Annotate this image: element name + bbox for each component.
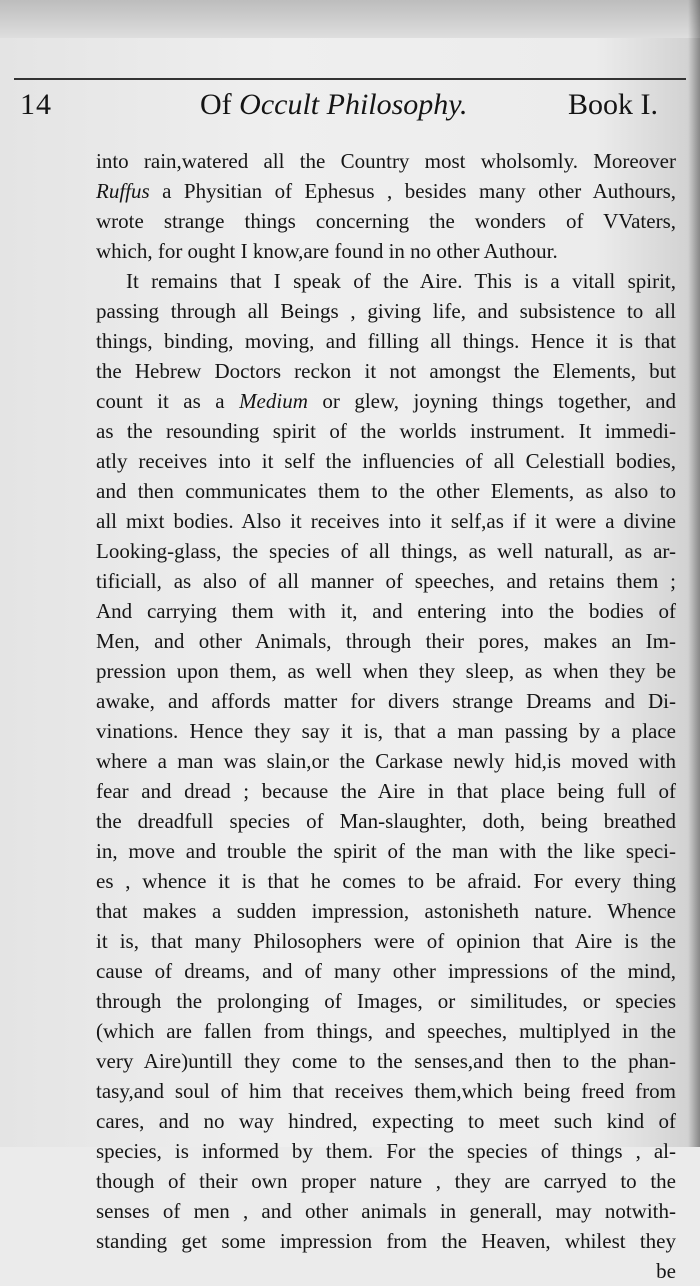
body-text xyxy=(96,146,676,1286)
text-line: which, for ought I know,are found in no other Authour. xyxy=(96,239,558,263)
text-line: senses of men , and other animals in generall, may notwith- xyxy=(96,1199,676,1223)
page-top-edge xyxy=(0,0,700,38)
text-line: it is, that many Philosophers were of opinion that Aire is the xyxy=(96,929,676,953)
text-line: pression upon them, as well when they sleep, as when they be xyxy=(96,659,676,683)
text-fragment: count it as a xyxy=(96,389,240,413)
page-number: 14 xyxy=(20,88,52,121)
text-line: in, move and trouble the spirit of the man with the like speci- xyxy=(96,839,676,863)
text-line: cause of dreams, and of many other impressions of the mind, xyxy=(96,959,676,983)
text-line: that makes a sudden impression, astonisheth nature. Whence xyxy=(96,899,676,923)
text-line: all mixt bodies. Also it receives into it self,as if it were a divine xyxy=(96,509,676,533)
text-line: fear and dread ; because the Aire in that place being full of xyxy=(96,779,676,803)
text-line xyxy=(96,176,676,206)
italic-name: Ruffus xyxy=(96,179,150,203)
text-line: standing get some impression from the Heaven, whilest they xyxy=(96,1229,676,1253)
text-line: as the resounding spirit of the worlds instrument. It immedi- xyxy=(96,419,676,443)
running-header xyxy=(0,84,700,130)
text-line: into rain,watered all the Country most wholsomly. Moreover xyxy=(96,149,676,173)
text-line: And carrying them with it, and entering into the bodies of xyxy=(96,599,676,623)
text-line: though of their own proper nature , they are carryed to the xyxy=(96,1169,676,1193)
text-line: Men, and other Animals, through their pores, makes an Im- xyxy=(96,629,676,653)
text-line: species, is informed by them. For the species of things , al- xyxy=(96,1139,676,1163)
text-line: the dreadfull species of Man-slaughter, doth, being breathed xyxy=(96,809,676,833)
text-line: the Hebrew Doctors reckon it not amongst the Elements, but xyxy=(96,359,676,383)
running-title xyxy=(200,88,467,122)
header-rule xyxy=(14,78,686,80)
running-title-italic: Occult Philosophy. xyxy=(239,88,468,121)
book-label: Book I. xyxy=(568,88,658,121)
text-line: (which are fallen from things, and speeches, multiplyed in the xyxy=(96,1019,676,1043)
text-line: cares, and no way hindred, expecting to meet such kind of xyxy=(96,1109,676,1133)
page-right-shadow xyxy=(688,0,700,1147)
text-line: and then communicates them to the other Elements, as also to xyxy=(96,479,676,503)
text-line: tasy,and soul of him that receives them,which being freed from xyxy=(96,1079,676,1103)
text-line: things, binding, moving, and filling all things. Hence it is that xyxy=(96,329,676,353)
catchword: be xyxy=(656,1259,676,1283)
text-fragment: a Physitian of Ephesus , besides many other Authours, xyxy=(149,179,676,203)
text-line: through the prolonging of Images, or similitudes, or species xyxy=(96,989,676,1013)
text-line: tificiall, as also of all manner of speeches, and retains them ; xyxy=(96,569,676,593)
text-line: vinations. Hence they say it is, that a man passing by a place xyxy=(96,719,676,743)
text-line: very Aire)untill they come to the senses,and then to the phan- xyxy=(96,1049,676,1073)
text-line: awake, and affords matter for divers strange Dreams and Di- xyxy=(96,689,676,713)
text-line: Looking-glass, the species of all things, as well naturall, as ar- xyxy=(96,539,676,563)
paragraph-first-line: It remains that I speak of the Aire. This is a vitall spirit, xyxy=(126,269,676,293)
running-title-prefix: Of xyxy=(200,88,240,121)
text-line: wrote strange things concerning the wonders of VVaters, xyxy=(96,209,676,233)
text-fragment: or glew, joyning things together, and xyxy=(307,389,677,413)
text-line: passing through all Beings , giving life, and subsistence to all xyxy=(96,299,676,323)
text-line: where a man was slain,or the Carkase newly hid,is moved with xyxy=(96,749,676,773)
text-line: es , whence it is that he comes to be afraid. For every thing xyxy=(96,869,676,893)
text-line: atly receives into it self the influencies of all Celestiall bodies, xyxy=(96,449,676,473)
italic-term: Medium xyxy=(239,389,308,413)
text-line xyxy=(96,386,676,416)
